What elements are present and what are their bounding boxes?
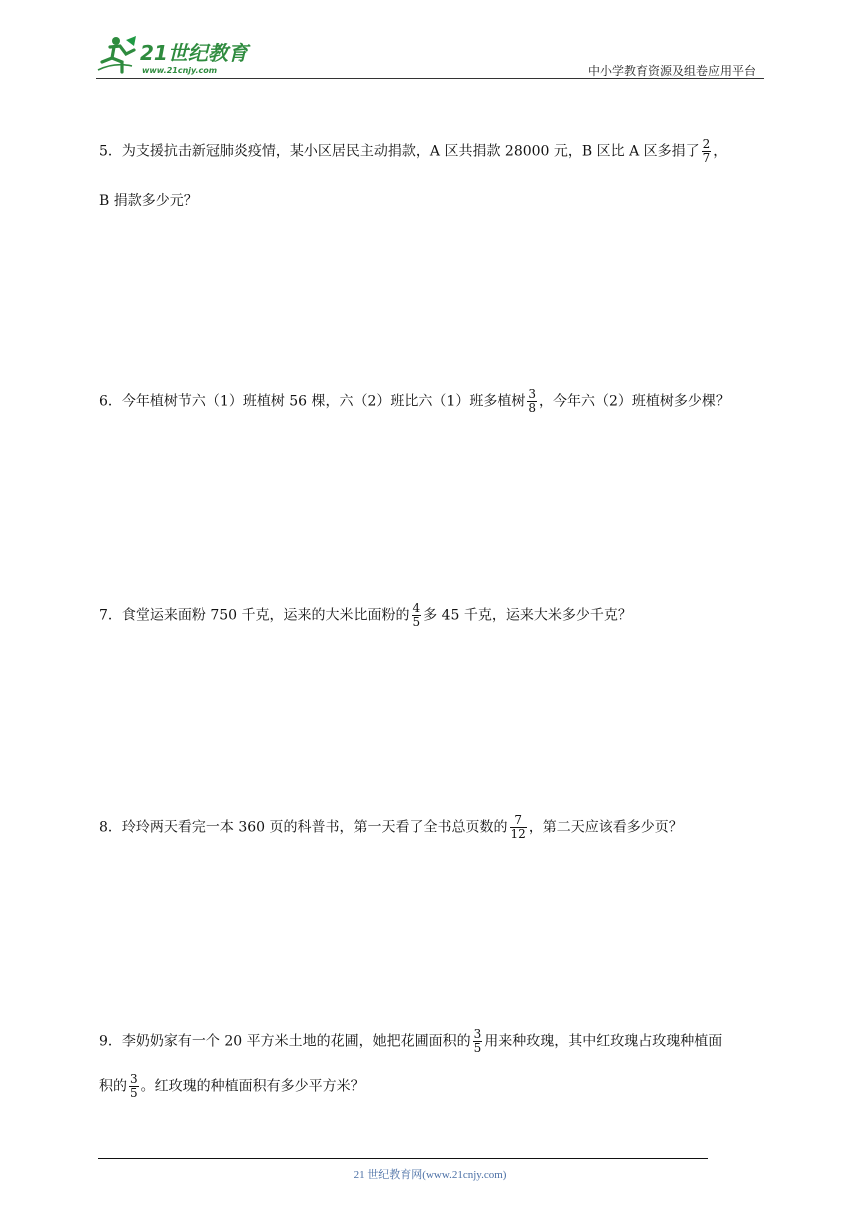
question-text: 8．玲玲两天看完一本 360 页的科普书，第一天看了全书总页数的 xyxy=(99,819,508,836)
question-text: 5．为支援抗击新冠肺炎疫情，某小区居民主动捐款，A 区共捐款 28000 元，B 区比 A 区多捐了 xyxy=(99,143,700,160)
fraction: $\frac{4}{5}$ xyxy=(412,601,421,629)
question-7: 7．食堂运来面粉 750 千克，运来的大米比面粉的 $\frac{4}{5}$ 多 45 千克，运来大米多少千克？ xyxy=(99,601,632,629)
question-text: 6．今年植树节六（1）班植树 56 棵，六（2）班比六（1）班多植树 xyxy=(99,393,526,410)
header-divider xyxy=(96,78,764,79)
page-header xyxy=(0,0,860,90)
platform-tagline: 中小学教育资源及组卷应用平台 xyxy=(587,64,756,78)
question-9: 9．李奶奶家有一个 20 平方米土地的花圃，她把花圃面积的 $\frac{3}{5}$ 用来种玫瑰，其中红玫瑰占玫瑰种植面 积的 $\frac{3}{5}$ 。红玫瑰的种植面积有多少平方米？ xyxy=(99,1028,770,1100)
question-6: 6．今年植树节六（1）班植树 56 棵，六（2）班比六（1）班多植树 $\frac{3}{8}$ ，今年六（2）班植树多少棵？ xyxy=(99,387,730,415)
svg-text:21世纪教育: 21世纪教育 xyxy=(140,41,248,65)
footer-divider xyxy=(98,1158,708,1159)
fraction: $\frac{3}{5}$ xyxy=(130,1072,138,1100)
footer-source: 21 世纪教育网(www.21cnjy.com) xyxy=(353,1169,507,1181)
svg-text:www.21cnjy.com: www.21cnjy.com xyxy=(142,66,218,75)
question-5: 5．为支援抗击新冠肺炎疫情，某小区居民主动捐款，A 区共捐款 28000 元，B 区比 A 区多捐了 $\frac{2}{7}$ ， B 捐款多少元？ xyxy=(99,138,770,211)
question-text-line2: B 捐款多少元？ xyxy=(99,193,198,209)
fraction: $\frac{7}{12}$ xyxy=(510,813,526,841)
fraction: $\frac{3}{8}$ xyxy=(528,387,536,415)
question-text-line2: 积的 $\frac{3}{5}$ 。红玫瑰的种植面积有多少平方米？ xyxy=(99,1072,365,1100)
21cnjy-logo xyxy=(96,32,266,78)
question-8: 8．玲玲两天看完一本 360 页的科普书，第一天看了全书总页数的 $\frac{7}{12}$ ，第二天应该看多少页？ xyxy=(99,813,683,841)
question-text: 7．食堂运来面粉 750 千克，运来的大米比面粉的 xyxy=(99,607,410,624)
question-text: 9．李奶奶家有一个 20 平方米土地的花圃，她把花圃面积的 xyxy=(99,1033,471,1050)
fraction: $\frac{3}{5}$ xyxy=(473,1027,482,1055)
fraction: $\frac{2}{7}$ xyxy=(702,137,711,165)
